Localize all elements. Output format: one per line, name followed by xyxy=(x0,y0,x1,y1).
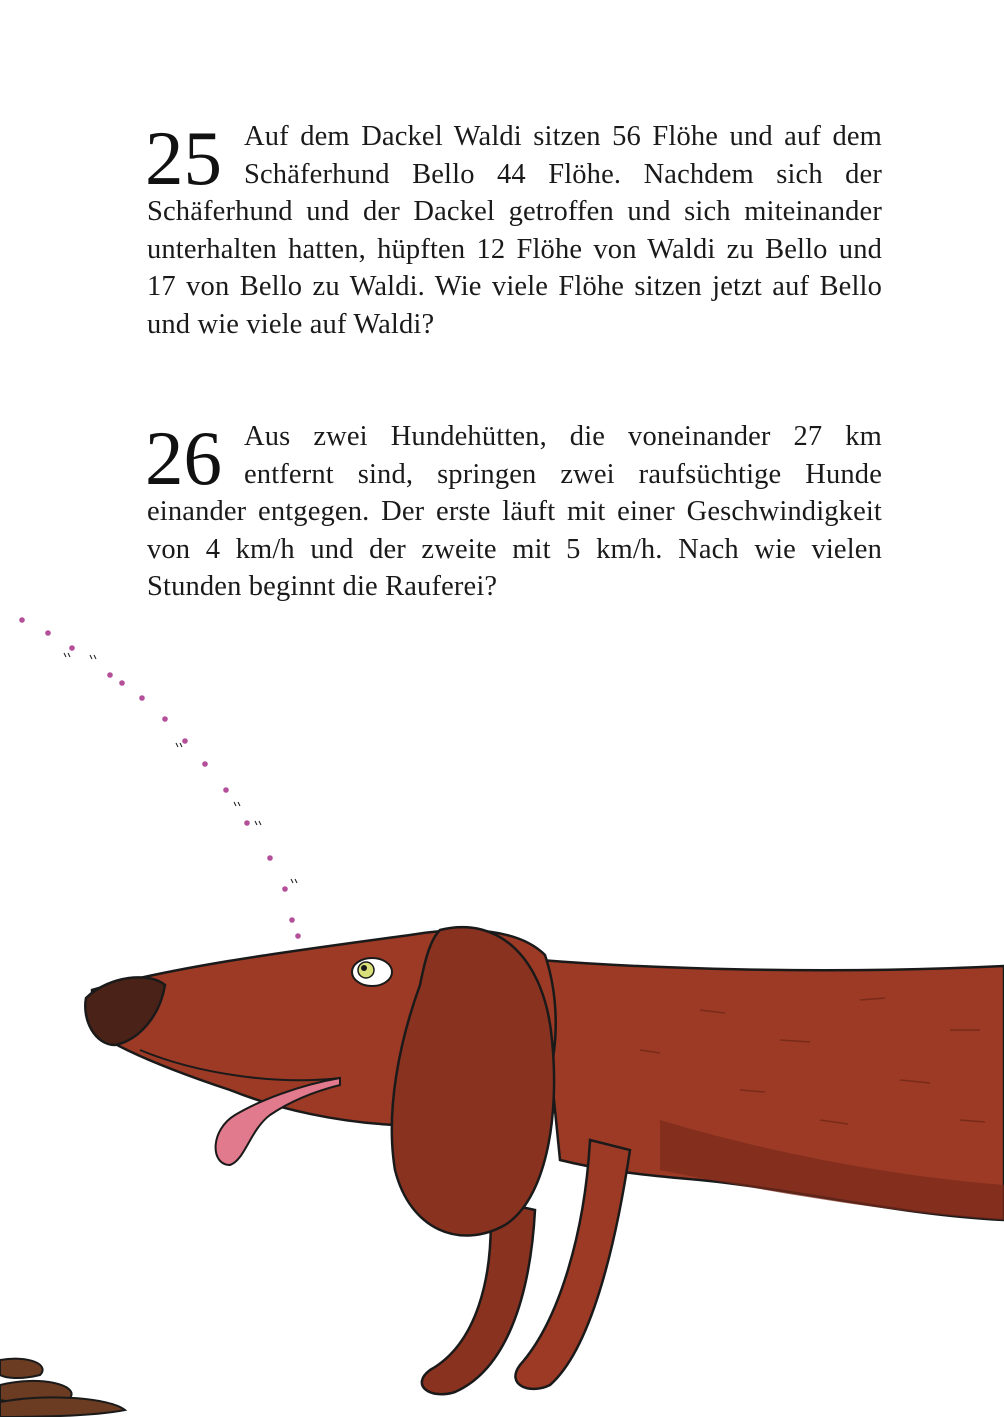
flea-jump-mark xyxy=(234,802,240,806)
problem-26 xyxy=(145,415,882,606)
flea-jump-mark xyxy=(291,879,297,883)
problem-25 xyxy=(145,115,882,343)
flea-dot xyxy=(289,917,295,923)
flea-dot xyxy=(139,695,145,701)
flea-dot xyxy=(202,761,208,767)
flea-jump-mark xyxy=(176,743,182,747)
problem-number: 26 xyxy=(145,415,222,501)
flea-jump-mark xyxy=(90,655,96,659)
flea-dot xyxy=(107,672,113,678)
flea-dot xyxy=(69,645,75,651)
flea-dot xyxy=(19,617,25,623)
flea-dot xyxy=(223,787,229,793)
flea-dot xyxy=(162,716,168,722)
flea-jump-mark xyxy=(255,821,261,825)
problem-text: Aus zwei Hundehütten, die voneinander 27 km entfernt sind, springen zwei raufsüchtige Hunde einander entgegen. Der erste läuft mit einer Geschwindigkeit von 4 km/h und der zweite mit 5 km/h. Nach wie vielen Stunden beginnt die Rauferei? xyxy=(147,421,882,602)
flea-dot xyxy=(45,630,51,636)
flea-dot xyxy=(295,933,301,939)
dachshund-illustration xyxy=(0,600,1004,1417)
flea-dot xyxy=(282,886,288,892)
flea-dot xyxy=(182,738,188,744)
flea-dot xyxy=(119,680,125,686)
problem-number: 25 xyxy=(145,115,222,201)
problem-text: Auf dem Dackel Waldi sitzen 56 Flöhe und auf dem Schäferhund Bello 44 Flöhe. Nachdem sich der Schäferhund und der Dackel getroffen und sich miteinander unterhalten hatten, hüpften 12 Flöhe von Waldi zu Bello und 17 von Bello zu Waldi. Wie viele Flöhe sitzen jetzt auf Bello und wie viele auf Waldi? xyxy=(147,121,882,340)
ground-leaves xyxy=(0,1359,125,1417)
flea-dot xyxy=(267,855,273,861)
flea-trail xyxy=(19,617,301,939)
flea-dot xyxy=(244,820,250,826)
flea-jump-mark xyxy=(64,653,70,657)
dachshund xyxy=(85,927,1004,1394)
